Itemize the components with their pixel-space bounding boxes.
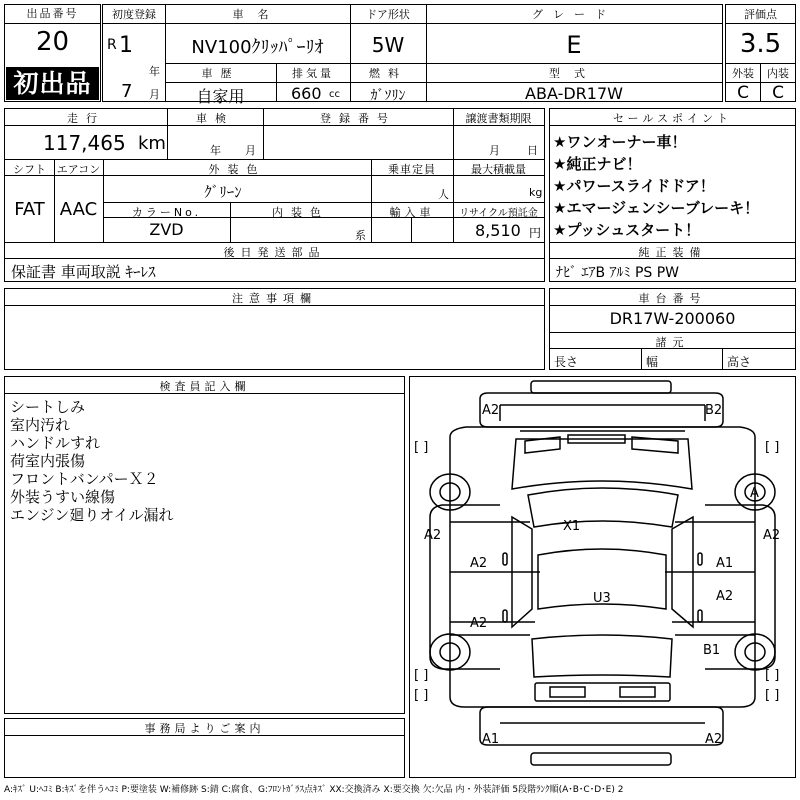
mark-fender-left: A2 xyxy=(424,528,442,543)
history: 自家用 xyxy=(196,87,245,106)
inspector-note: ハンドルすれ xyxy=(10,434,101,452)
office-box xyxy=(4,718,405,778)
spec-box xyxy=(4,108,545,282)
load-label: 最大積載量 xyxy=(471,163,526,176)
bracket-front-right: [ ] xyxy=(765,440,780,455)
score: 3.5 xyxy=(739,29,782,59)
fuel-label: 燃料 xyxy=(369,67,407,80)
score-box xyxy=(725,4,796,102)
bracket-mid-left: [ ] xyxy=(414,668,429,683)
later-parts: 保証書 車両取説 ｷｰﾚｽ xyxy=(11,263,156,281)
inspector-note: 室内汚れ xyxy=(10,416,71,434)
length-label: 長さ xyxy=(554,355,579,369)
office-label: 事務局よりご案内 xyxy=(144,722,265,735)
legend: A:ｷｽﾞ U:ﾍｺﾐ B:ｷｽﾞを伴うﾍｺﾐ P:要塗装 W:補修跡 S:錆 C:腐食、G:ﾌﾛﾝﾄｶﾞﾗｽ点ｷｽﾞ XX:交換済み X:要交換 欠:欠品 内・外装評価 5段階ﾗﾝｸ順(A･B･C･D･E) 2 xyxy=(4,785,624,795)
import-label: 輸入車 xyxy=(389,206,435,219)
int-color-unit: 系 xyxy=(355,229,366,242)
era-year: 1 xyxy=(119,33,133,58)
equipment-label: 純正装備 xyxy=(638,246,707,259)
mark-fender-right: A2 xyxy=(763,528,781,543)
inspection-year-unit: 年 xyxy=(210,144,221,157)
recycle-unit: 円 xyxy=(529,226,542,240)
mark-rear-right: A2 xyxy=(705,732,723,747)
inspector-note: エンジン廻りオイル漏れ xyxy=(10,506,174,524)
notes-label: 注意事項欄 xyxy=(232,292,317,305)
car-diagram-box xyxy=(409,376,796,778)
first-listing-badge: 初出品 xyxy=(6,67,99,100)
capacity-label: 乗車定員 xyxy=(388,163,436,176)
inspection-label: 車検 xyxy=(196,112,234,125)
int-grade: C xyxy=(772,83,784,103)
reg-no-label: 登録番号 xyxy=(320,112,396,125)
car-name: NV100ｸﾘｯﾊﾟｰﾘｵ xyxy=(191,37,324,58)
mark-hood: X1 xyxy=(563,519,581,534)
lot-number-label: 出品番号 xyxy=(5,5,100,24)
mark-rear-right-quarter: B1 xyxy=(703,643,721,658)
mark-roof: U3 xyxy=(593,591,611,606)
color-no-label: カラーNo. xyxy=(131,206,202,219)
year-unit: 年 xyxy=(149,65,160,78)
transfer-day-unit: 日 xyxy=(527,144,538,157)
ac: AAC xyxy=(59,199,98,220)
int-grade-label: 内装 xyxy=(767,67,789,80)
equipment: ﾅﾋﾞ ｴｱB ｱﾙﾐ PS PW xyxy=(556,265,680,281)
mileage-label: 走行 xyxy=(67,112,105,125)
score-label: 評価点 xyxy=(744,8,777,21)
recycle-label: リサイクル預託金 xyxy=(459,208,538,219)
mark-front-right: B2 xyxy=(705,403,723,418)
lot-number: 20 xyxy=(35,27,70,57)
chassis-box xyxy=(549,288,796,370)
sales-point: ★エマージェンシーブレーキ！ xyxy=(553,199,760,217)
displacement-unit: cc xyxy=(329,89,340,100)
inspector-note: シートしみ xyxy=(10,398,86,416)
shift: FAT xyxy=(14,199,45,220)
month-unit: 月 xyxy=(149,88,160,101)
bracket-mid-right: [ ] xyxy=(765,668,780,683)
header-main-box xyxy=(102,4,723,106)
height-label: 高さ xyxy=(727,355,752,369)
width-label: 幅 xyxy=(646,355,659,369)
sales-point: ★純正ナビ！ xyxy=(553,155,642,173)
mark-door-front-left: A2 xyxy=(470,556,488,571)
mileage-unit: km xyxy=(138,133,166,154)
displacement-label: 排気量 xyxy=(292,67,334,80)
bracket-rear-right: [ ] xyxy=(765,688,780,703)
later-parts-label: 後日発送部品 xyxy=(223,246,326,259)
sales-point: ★プッシュスタート！ xyxy=(553,221,701,239)
chassis-label: 車台番号 xyxy=(638,292,707,305)
transfer-deadline-label: 譲渡書類期限 xyxy=(465,112,532,125)
grade: E xyxy=(566,31,582,59)
dims-label: 諸元 xyxy=(655,336,690,349)
mark-door-rear-right: A2 xyxy=(716,589,734,604)
ext-grade-label: 外装 xyxy=(732,67,754,80)
mark-rear-left: A1 xyxy=(482,732,500,747)
bracket-front-left: [ ] xyxy=(414,440,429,455)
displacement: 660 xyxy=(291,84,322,103)
model-label: 型式 xyxy=(549,67,599,80)
load-unit: kg xyxy=(529,186,543,199)
mark-wheel-right-front: A xyxy=(750,486,759,501)
first-reg-month: 7 xyxy=(121,81,133,102)
inspector-note: 荷室内張傷 xyxy=(10,452,86,470)
transfer-month-unit: 月 xyxy=(489,144,500,157)
fuel: ｶﾞｿﾘﾝ xyxy=(370,88,406,104)
first-reg-label: 初度登録 xyxy=(112,8,156,21)
era: R xyxy=(107,37,117,53)
door-type: 5W xyxy=(371,33,405,57)
sales-point: ★ワンオーナー車！ xyxy=(553,133,687,151)
car-diagram xyxy=(410,377,795,777)
inspector-note: 外装うすい線傷 xyxy=(10,488,116,506)
bracket-rear-left: [ ] xyxy=(414,688,429,703)
car-name-label: 車名 xyxy=(232,8,283,21)
ext-color-label: 外装色 xyxy=(208,163,266,176)
capacity-unit: 人 xyxy=(438,188,449,201)
mileage: 117,465 xyxy=(43,131,126,155)
shift-label: シフト xyxy=(13,163,46,176)
model: ABA-DR17W xyxy=(525,84,623,103)
sales-points-box xyxy=(549,108,796,282)
grade-label: グレード xyxy=(532,8,616,21)
sales-point: ★パワースライドドア！ xyxy=(553,177,715,195)
ac-label: エアコン xyxy=(56,163,101,176)
notes-box xyxy=(4,288,545,370)
sales-points-label: セールスポイント xyxy=(612,112,732,125)
inspector-note: フロントバンパーＸ２ xyxy=(10,470,159,488)
lot-number-box xyxy=(4,4,101,102)
ext-color: ｸﾞﾘｰﾝ xyxy=(204,183,242,201)
door-label: ドア形状 xyxy=(366,8,410,21)
inspector-label: 検査員記入欄 xyxy=(159,380,250,393)
recycle-fee: 8,510 xyxy=(475,221,521,240)
history-label: 車歴 xyxy=(201,67,240,80)
ext-grade: C xyxy=(737,83,749,103)
mark-door-rear-left: A2 xyxy=(470,616,488,631)
mark-door-front-right: A1 xyxy=(716,556,734,571)
inspection-month-unit: 月 xyxy=(245,144,256,157)
mark-front-left: A2 xyxy=(482,403,500,418)
chassis-number: DR17W-200060 xyxy=(609,309,736,328)
int-color-label: 内装色 xyxy=(272,206,329,219)
inspector-box xyxy=(4,376,405,714)
color-no: ZVD xyxy=(149,220,184,239)
